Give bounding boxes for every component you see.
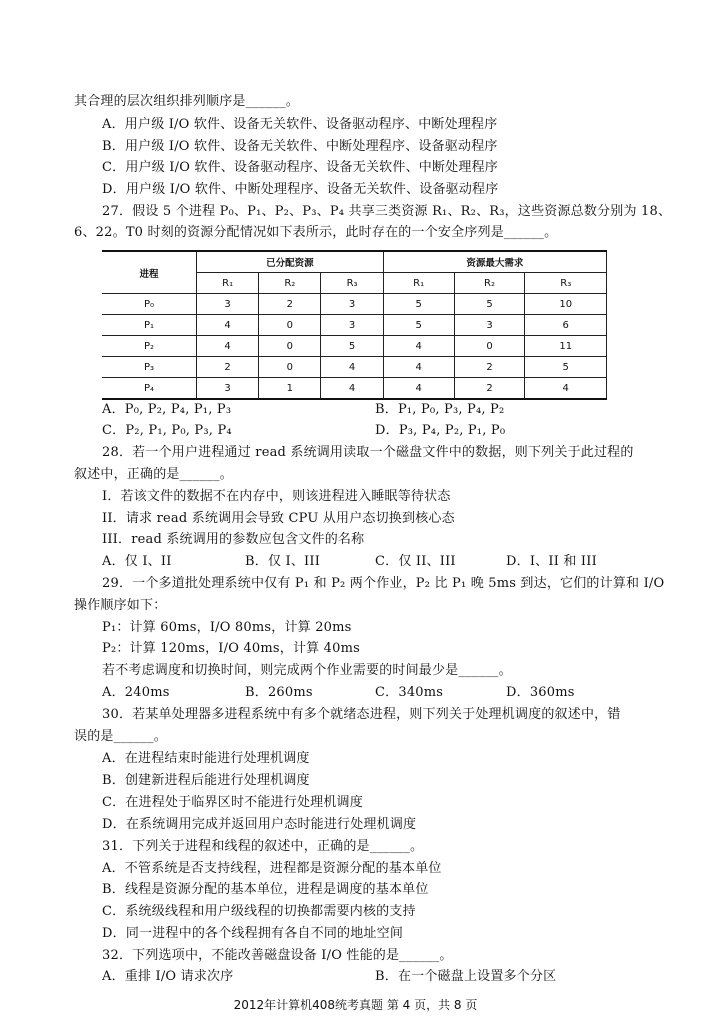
table-row bbox=[102, 315, 607, 336]
table-cell: 4 bbox=[197, 336, 259, 357]
table-cell: 5 bbox=[525, 357, 607, 378]
q27-stem-line1: 27．假设 5 个进程 P₀、P₁、P₂、P₃、P₄ 共享三类资源 R₁、R₂、R₃，这些资源总数分别为 18、 bbox=[102, 204, 672, 219]
q31-option-a: A．不管系统是否支持线程，进程都是资源分配的基本单位 bbox=[102, 861, 442, 876]
table-header-allocated: 已分配资源 bbox=[197, 251, 384, 273]
q28-option-a: A．仅 I、II bbox=[102, 554, 172, 569]
table-cell: 4 bbox=[197, 315, 259, 336]
table-row bbox=[102, 294, 607, 315]
table-cell: 3 bbox=[197, 378, 259, 400]
table-cell: 2 bbox=[454, 357, 525, 378]
q32-option-b: B．在一个磁盘上设置多个分区 bbox=[375, 969, 557, 984]
q31-option-c: C．系统级线程和用户级线程的切换都需要内核的支持 bbox=[102, 904, 416, 919]
table-cell: 4 bbox=[321, 378, 383, 400]
q30-option-b: B．创建新进程后能进行处理机调度 bbox=[102, 773, 310, 788]
q32-stem: 32．下列选项中，不能改善磁盘设备 I/O 性能的是______。 bbox=[102, 948, 453, 963]
q29-p1-sequence: P₁：计算 60ms，I/O 80ms，计算 20ms bbox=[102, 620, 352, 635]
table-cell: 10 bbox=[525, 294, 607, 315]
process-name: P₃ bbox=[102, 357, 197, 378]
table-subheader: R₁ bbox=[383, 273, 454, 294]
q29-p2-sequence: P₂：计算 120ms，I/O 40ms，计算 40ms bbox=[102, 641, 361, 656]
q30-stem-line1: 30．若某单处理器多进程系统中有多个就绪态进程，则下列关于处理机调度的叙述中，错 bbox=[102, 707, 621, 722]
q27-option-c: C．P₂, P₁, P₀, P₃, P₄ bbox=[102, 423, 232, 438]
page-footer: 2012年计算机408统考真题 第 4 页，共 8 页 bbox=[233, 998, 478, 1012]
table-cell: 5 bbox=[454, 294, 525, 315]
table-subheader: R₃ bbox=[321, 273, 383, 294]
table-subheader: R₁ bbox=[197, 273, 259, 294]
q31-stem: 31．下列关于进程和线程的叙述中，正确的是______。 bbox=[102, 839, 424, 854]
q28-statement-3: III．read 系统调用的参数应包含文件的名称 bbox=[102, 532, 365, 547]
table-row bbox=[102, 336, 607, 357]
table-cell: 2 bbox=[454, 378, 525, 400]
q27-stem-line2: 6、22。T0 时刻的资源分配情况如下表所示，此时存在的一个安全序列是______。 bbox=[74, 225, 558, 240]
q27-option-d: D．P₃, P₄, P₂, P₁, P₀ bbox=[375, 423, 506, 438]
q28-option-d: D．I、II 和 III bbox=[506, 554, 597, 569]
q31-option-d: D．同一进程中的各个线程拥有各自不同的地址空间 bbox=[102, 926, 404, 941]
process-name: P₂ bbox=[102, 336, 197, 357]
q32-option-a: A．重排 I/O 请求次序 bbox=[102, 969, 234, 984]
process-name: P₁ bbox=[102, 315, 197, 336]
q29-option-d: D．360ms bbox=[506, 685, 575, 700]
q26-stem-tail: 其合理的层次组织排列顺序是______。 bbox=[74, 94, 300, 109]
table-cell: 6 bbox=[525, 315, 607, 336]
table-header-max-need: 资源最大需求 bbox=[383, 251, 606, 273]
table-row bbox=[102, 357, 607, 378]
q29-question: 若不考虑调度和切换时间，则完成两个作业需要的时间最少是______。 bbox=[102, 663, 512, 678]
process-name: P₄ bbox=[102, 378, 197, 400]
q29-option-c: C．340ms bbox=[375, 685, 444, 700]
table-cell: 3 bbox=[321, 294, 383, 315]
table-cell: 1 bbox=[259, 378, 321, 400]
table-row bbox=[102, 378, 607, 400]
table-cell: 4 bbox=[525, 378, 607, 400]
q29-stem-line2: 操作顺序如下： bbox=[74, 598, 167, 613]
table-cell: 0 bbox=[259, 336, 321, 357]
q28-statement-1: I．若该文件的数据不在内存中，则该进程进入睡眠等待状态 bbox=[102, 489, 451, 504]
table-cell: 5 bbox=[321, 336, 383, 357]
q28-stem-line2: 叙述中，正确的是______。 bbox=[74, 467, 234, 482]
table-cell: 5 bbox=[383, 294, 454, 315]
q27-option-a: A．P₀, P₂, P₄, P₁, P₃ bbox=[102, 402, 232, 417]
table-header-process: 进程 bbox=[102, 251, 197, 294]
q30-option-d: D．在系统调用完成并返回用户态时能进行处理机调度 bbox=[102, 817, 417, 832]
q29-option-a: A．240ms bbox=[102, 685, 170, 700]
table-cell: 5 bbox=[383, 315, 454, 336]
table-cell: 11 bbox=[525, 336, 607, 357]
q30-option-c: C．在进程处于临界区时不能进行处理机调度 bbox=[102, 795, 363, 810]
q26-option-c: C．用户级 I/O 软件、设备驱动程序、设备无关软件、中断处理程序 bbox=[102, 160, 498, 175]
q31-option-b: B．线程是资源分配的基本单位，进程是调度的基本单位 bbox=[102, 882, 429, 897]
q26-option-d: D．用户级 I/O 软件、中断处理程序、设备无关软件、设备驱动程序 bbox=[102, 182, 499, 197]
process-name: P₀ bbox=[102, 294, 197, 315]
table-cell: 3 bbox=[321, 315, 383, 336]
q29-stem-line1: 29．一个多道批处理系统中仅有 P₁ 和 P₂ 两个作业，P₂ 比 P₁ 晚 5ms 到达，它们的计算和 I/O bbox=[102, 576, 665, 591]
table-cell: 2 bbox=[259, 294, 321, 315]
table-subheader: R₂ bbox=[454, 273, 525, 294]
q30-option-a: A．在进程结束时能进行处理机调度 bbox=[102, 751, 310, 766]
q29-option-b: B．260ms bbox=[245, 685, 313, 700]
table-cell: 4 bbox=[321, 357, 383, 378]
table-cell: 2 bbox=[197, 357, 259, 378]
q26-option-a: A．用户级 I/O 软件、设备无关软件、设备驱动程序、中断处理程序 bbox=[102, 117, 498, 132]
q30-stem-line2: 误的是______。 bbox=[74, 729, 168, 744]
table-subheader: R₃ bbox=[525, 273, 607, 294]
table-cell: 0 bbox=[454, 336, 525, 357]
table-cell: 3 bbox=[454, 315, 525, 336]
q28-statement-2: II．请求 read 系统调用会导致 CPU 从用户态切换到核心态 bbox=[102, 511, 455, 526]
q28-stem-line1: 28．若一个用户进程通过 read 系统调用读取一个磁盘文件中的数据，则下列关于此过程的 bbox=[102, 445, 634, 460]
table-cell: 0 bbox=[259, 315, 321, 336]
table-cell: 3 bbox=[197, 294, 259, 315]
table-cell: 0 bbox=[259, 357, 321, 378]
q27-option-b: B．P₁, P₀, P₃, P₄, P₂ bbox=[375, 402, 505, 417]
table-cell: 4 bbox=[383, 378, 454, 400]
q28-option-c: C．仅 II、III bbox=[375, 554, 456, 569]
resource-allocation-table bbox=[102, 250, 607, 400]
table-subheader: R₂ bbox=[259, 273, 321, 294]
q26-option-b: B．用户级 I/O 软件、设备无关软件、中断处理程序、设备驱动程序 bbox=[102, 139, 498, 154]
q28-option-b: B．仅 I、III bbox=[245, 554, 321, 569]
table-cell: 4 bbox=[383, 336, 454, 357]
table-cell: 4 bbox=[383, 357, 454, 378]
